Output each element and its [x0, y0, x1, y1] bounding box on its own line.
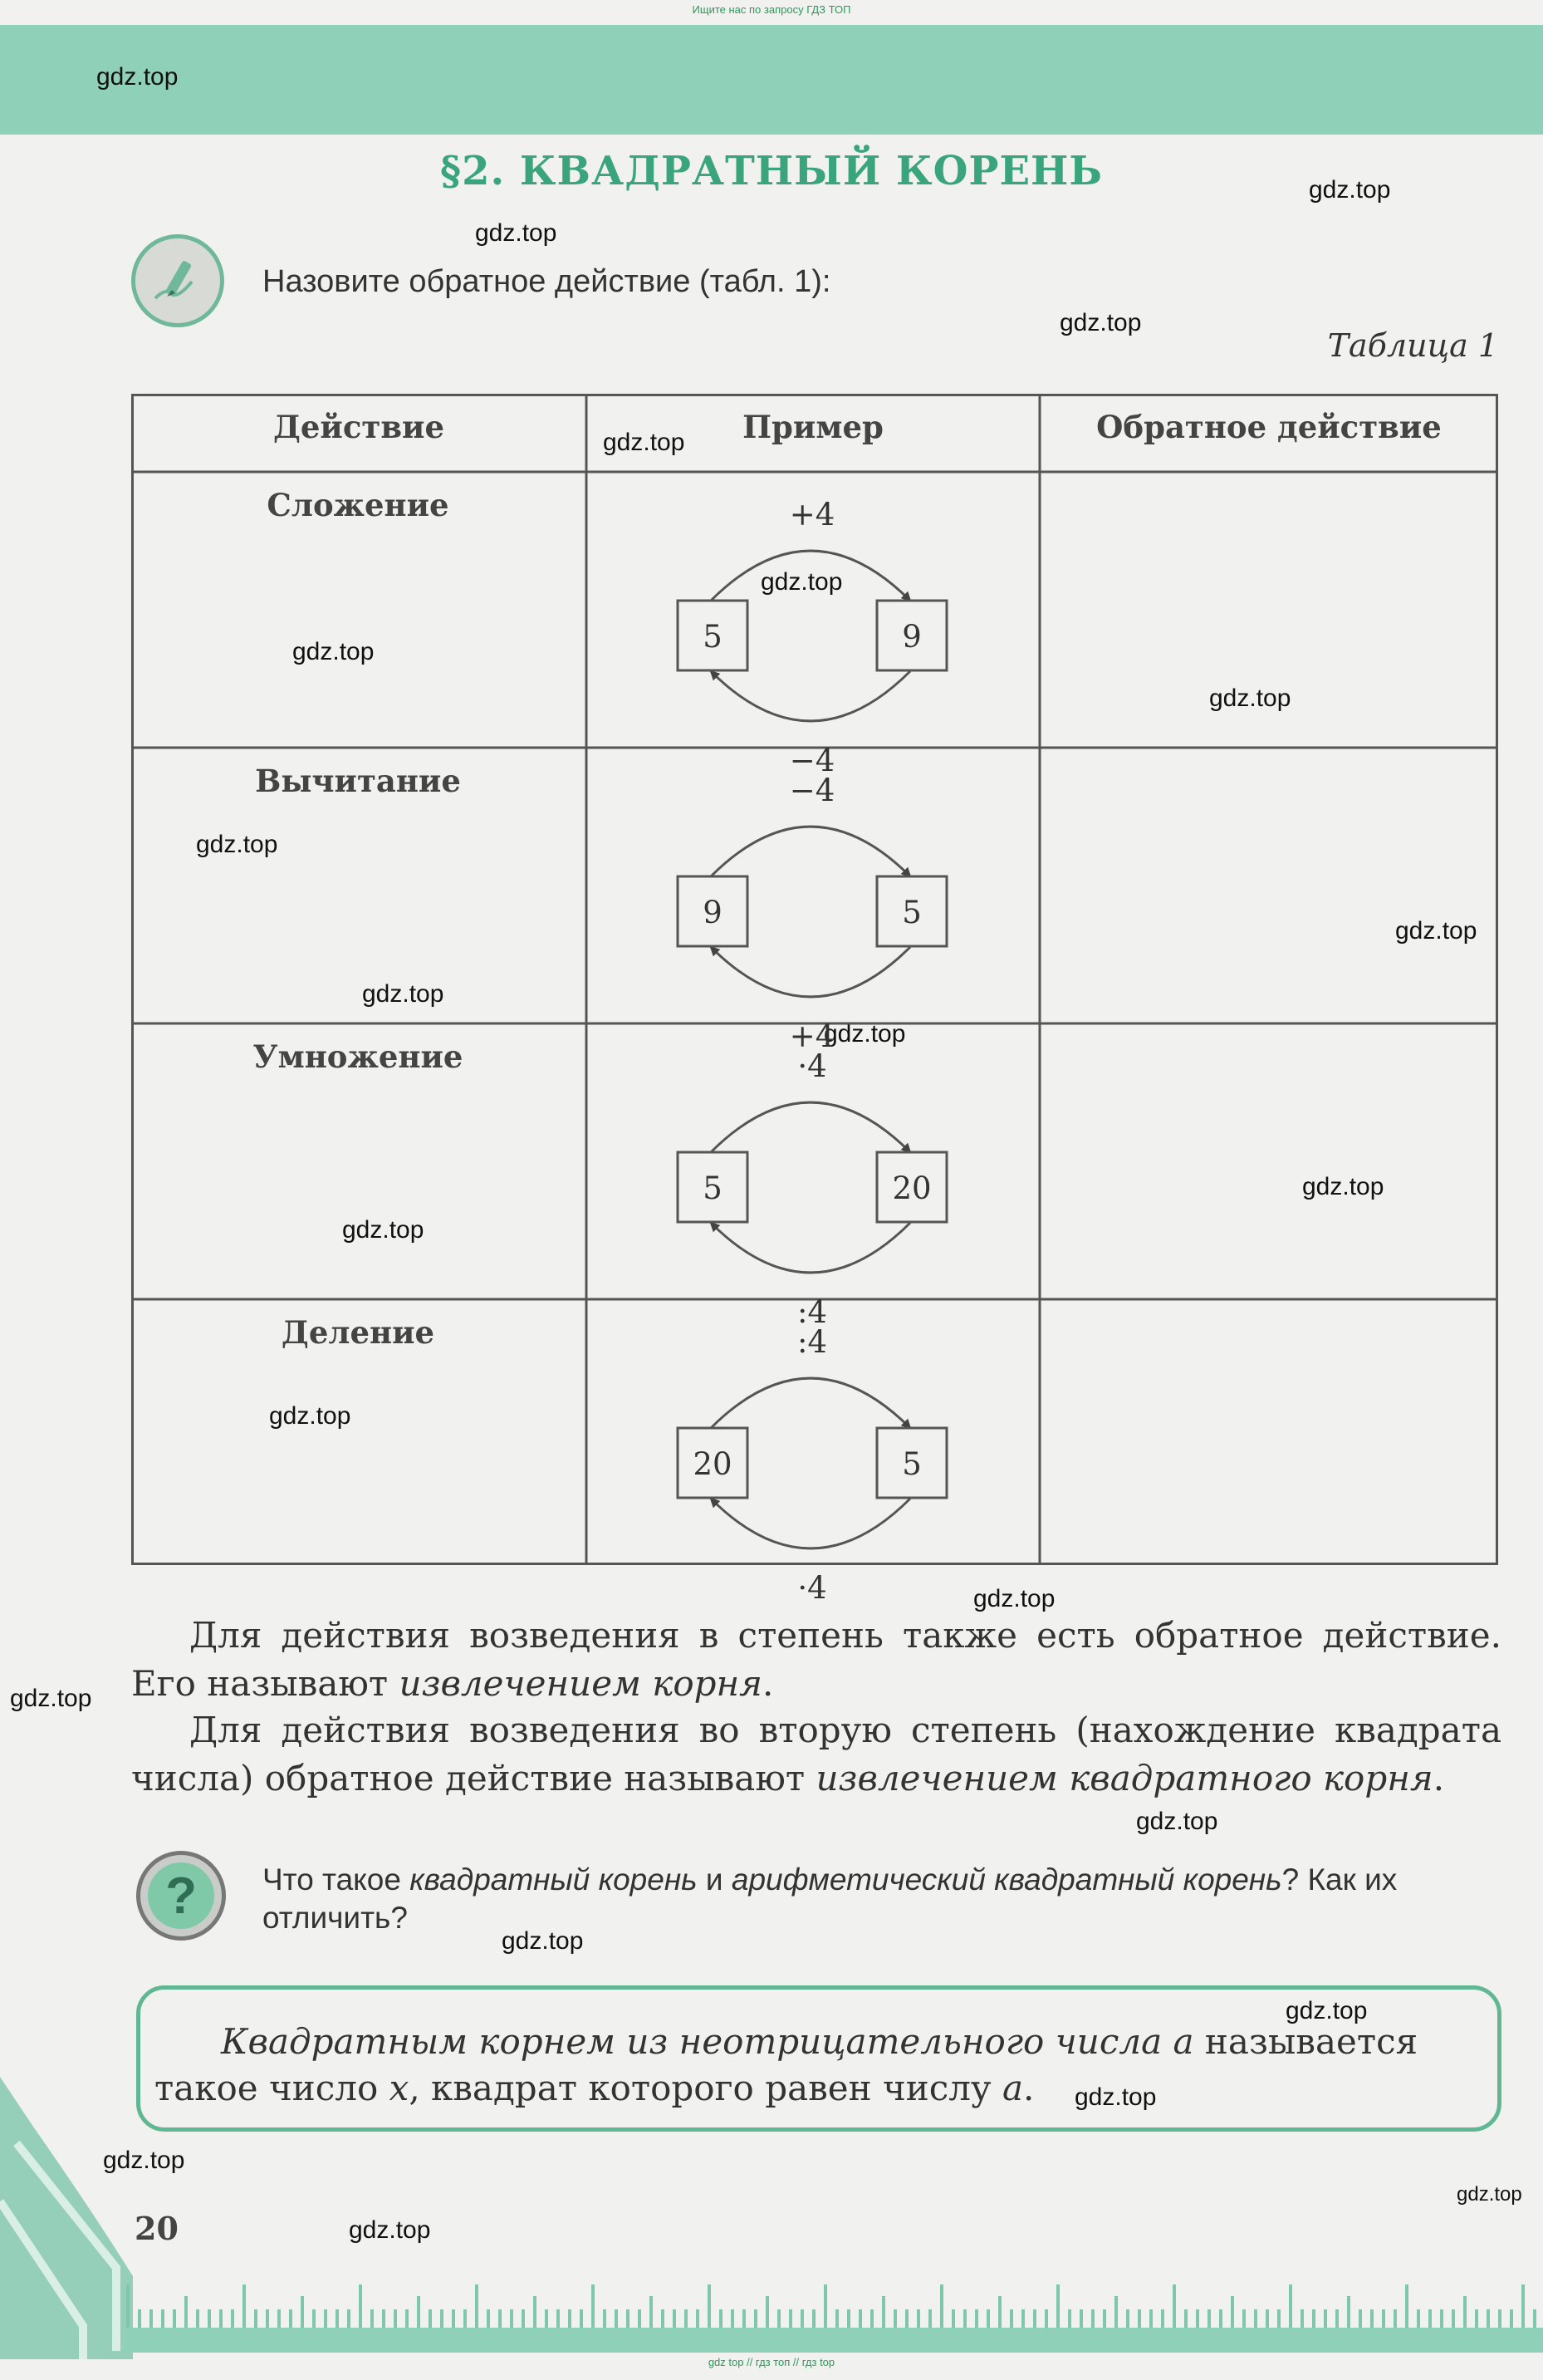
- definition-term: Квадратным корнем из неотрицательного числа: [221, 2021, 1163, 2062]
- watermark: gdz.top: [1136, 1808, 1218, 1835]
- row-label-addition: Сложение: [267, 487, 449, 523]
- watermark: gdz.top: [1302, 1173, 1384, 1200]
- watermark: gdz.top: [103, 2147, 185, 2174]
- watermark: gdz.top: [292, 638, 375, 665]
- header-action: Действие: [272, 409, 445, 445]
- diagram-top-operation: −4: [789, 773, 835, 808]
- watermark: gdz.top: [1457, 2183, 1522, 2206]
- term-square-root-extraction: извлечением квадратного корня: [816, 1758, 1433, 1798]
- bottom-note: gdz top // гдз топ // гдз top: [708, 2356, 835, 2368]
- diagram-right-value: 9: [902, 619, 922, 655]
- question-text: Что такое квадратный корень и арифметический квадратный корень? Как их отличить?: [262, 1862, 1398, 1935]
- header-example: Пример: [742, 409, 884, 445]
- corner-decoration: [0, 2077, 133, 2359]
- watermark: gdz.top: [761, 568, 843, 596]
- watermark: gdz.top: [1060, 309, 1142, 336]
- watermark: gdz.top: [96, 63, 179, 91]
- watermark: gdz.top: [349, 2216, 431, 2244]
- ruler-decoration: [125, 2266, 1543, 2353]
- paragraph-root-extraction: Для действия возведения в степень также есть обратное действие. Его называют извлечением корня.: [131, 1615, 1501, 1704]
- paragraph-square-root-extraction: Для действия возведения во вторую степень (нахождение квадрата числа) обратное действие называют извлечением квадратного корня.: [131, 1710, 1501, 1798]
- watermark: gdz.top: [269, 1402, 351, 1430]
- row-label-multiplication: Умножение: [252, 1038, 463, 1075]
- diagram-top-operation: +4: [789, 497, 835, 532]
- header-band: [0, 25, 1543, 135]
- watermark: gdz.top: [362, 980, 444, 1008]
- watermark: gdz.top: [342, 1216, 424, 1244]
- diagram-left-value: 5: [703, 1170, 723, 1206]
- watermark: gdz.top: [475, 219, 557, 247]
- diagram-right-value: 5: [902, 895, 922, 930]
- diagram-addition: [678, 497, 947, 778]
- watermark: gdz.top: [502, 1927, 584, 1955]
- watermark: gdz.top: [824, 1020, 906, 1048]
- watermark: gdz.top: [603, 429, 685, 456]
- watermark: gdz.top: [1075, 2083, 1157, 2111]
- diagram-division: [678, 1324, 947, 1606]
- diagram-right-value: 20: [892, 1170, 932, 1206]
- definition-text: Квадратным корнем из неотрицательного числа a называется такое число x, квадрат которого равен числу a.: [154, 2021, 1418, 2108]
- row-label-subtraction: Вычитание: [255, 763, 461, 799]
- diagram-multiplication: [678, 1048, 947, 1330]
- diagram-bottom-operation: ·4: [797, 1570, 827, 1606]
- diagram-left-value: 9: [703, 895, 723, 930]
- header-inverse: Обратное действие: [1096, 409, 1442, 445]
- watermark: gdz.top: [1309, 176, 1391, 204]
- watermark: gdz.top: [973, 1585, 1056, 1612]
- table-caption: Таблица 1: [1327, 327, 1498, 364]
- watermark: gdz.top: [196, 831, 278, 858]
- watermark: gdz.top: [1395, 917, 1477, 945]
- diagram-right-value: 5: [902, 1446, 922, 1482]
- watermark: gdz.top: [10, 1685, 92, 1712]
- intro-text: Назовите обратное действие (табл. 1):: [262, 264, 831, 299]
- diagram-top-operation: ·4: [797, 1048, 827, 1084]
- top-note: Ищите нас по запросу ГДЗ ТОП: [692, 3, 851, 16]
- page-number: 20: [135, 2210, 179, 2247]
- section-title: §2. КВАДРАТНЫЙ КОРЕНЬ: [439, 148, 1104, 194]
- row-label-division: Деление: [281, 1314, 435, 1351]
- pencil-icon: [131, 234, 224, 327]
- diagram-bottom-operation: :4: [796, 1294, 828, 1330]
- watermark: gdz.top: [1209, 685, 1291, 712]
- diagram-left-value: 20: [693, 1446, 732, 1482]
- diagram-top-operation: :4: [796, 1324, 828, 1360]
- diagram-subtraction: [678, 773, 947, 1054]
- watermark: gdz.top: [1286, 1997, 1368, 2024]
- diagram-bottom-operation: +4: [789, 1018, 835, 1054]
- diagram-bottom-operation: −4: [789, 743, 835, 778]
- diagram-left-value: 5: [703, 619, 723, 655]
- term-root-extraction: извлечением корня: [399, 1663, 762, 1704]
- question-mark-icon: ?: [136, 1851, 226, 1941]
